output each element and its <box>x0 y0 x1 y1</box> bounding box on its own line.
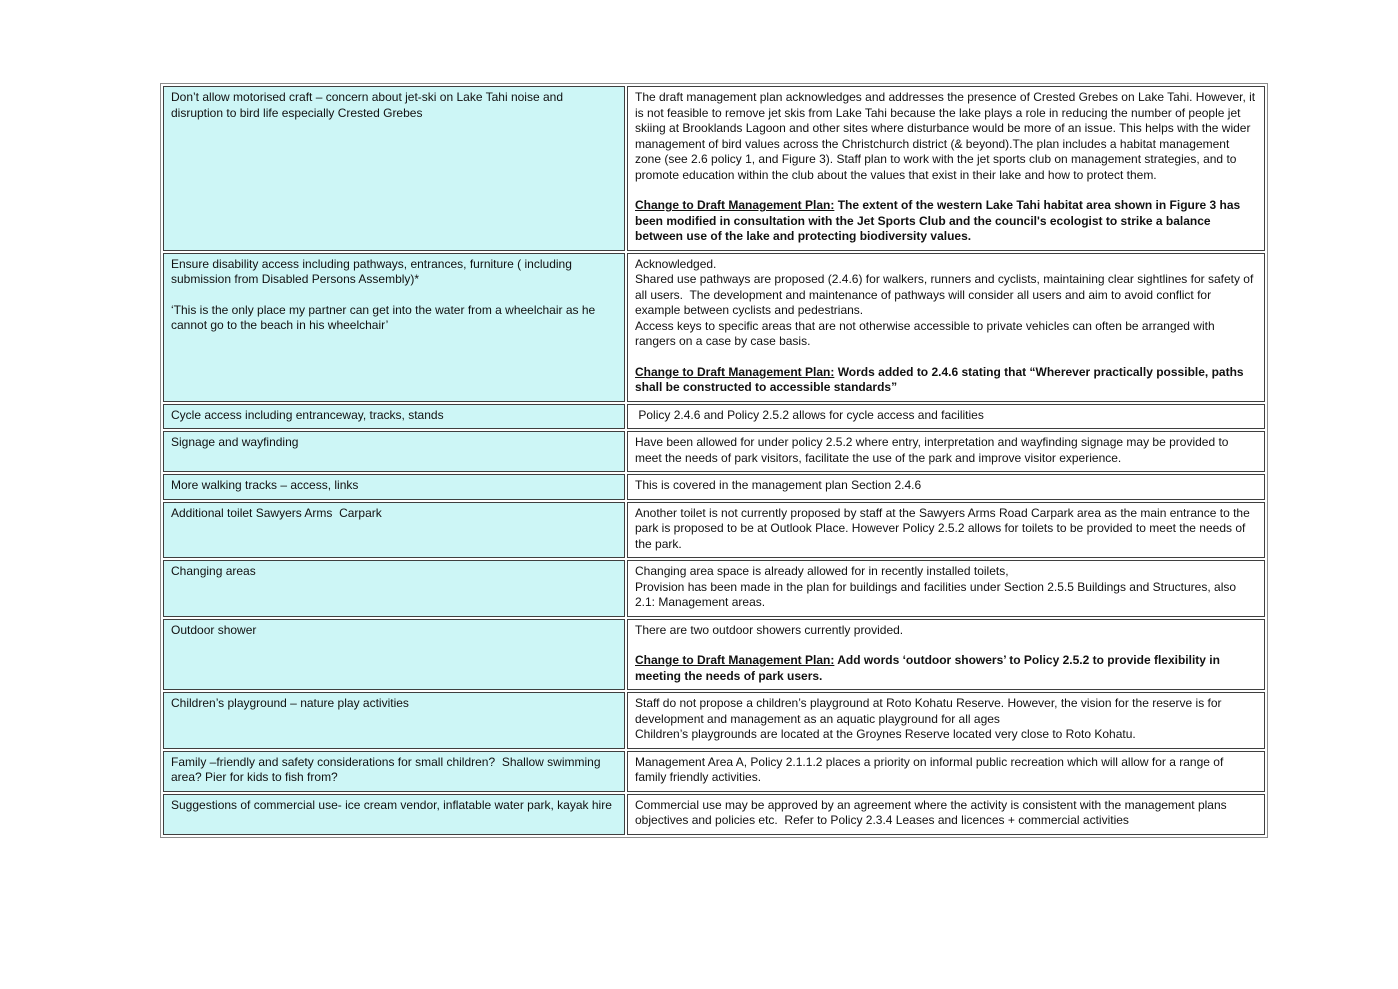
text-run: Add words ‘outdoor showers’ to Policy 2.5.2 to provide flexibility in meeting the needs of park users. <box>635 653 1224 683</box>
table-row <box>163 619 1265 691</box>
table-row <box>163 474 1265 500</box>
paragraph: Children’s playground – nature play activities <box>171 696 409 710</box>
paragraph <box>635 350 1257 365</box>
table-row <box>163 253 1265 402</box>
feedback-cell <box>163 253 625 402</box>
paragraph: Commercial use may be approved by an agreement where the activity is consistent with the management plans objectives and policies etc. Refer to Policy 2.3.4 Leases and licences + commercial activities <box>635 797 1230 827</box>
paragraph <box>635 653 1257 684</box>
table-body <box>163 86 1265 835</box>
feedback-response-table <box>160 83 1268 838</box>
change-note-heading: Change to Draft Management Plan: <box>635 198 835 212</box>
paragraph <box>635 638 1257 653</box>
feedback-cell <box>163 474 625 500</box>
feedback-cell <box>163 502 625 559</box>
paragraph <box>171 288 617 303</box>
paragraph: There are two outdoor showers currently provided. <box>635 622 904 637</box>
change-note-heading: Change to Draft Management Plan: <box>635 653 835 667</box>
feedback-cell <box>163 692 625 749</box>
response-cell <box>627 474 1265 500</box>
paragraph: Changing areas <box>171 564 256 578</box>
table-row <box>163 431 1265 472</box>
response-cell <box>627 619 1265 691</box>
response-cell <box>627 751 1265 792</box>
paragraph: Children’s playgrounds are located at the Groynes Reserve located very close to Roto Kohatu. <box>635 727 1136 741</box>
response-cell <box>627 692 1265 749</box>
response-cell <box>627 253 1265 402</box>
paragraph: More walking tracks – access, links <box>171 478 359 492</box>
feedback-cell <box>163 619 625 691</box>
paragraph <box>635 183 1257 198</box>
response-cell <box>627 86 1265 251</box>
paragraph <box>635 365 1257 396</box>
paragraph: Cycle access including entranceway, tracks, stands <box>171 407 444 422</box>
feedback-cell <box>163 560 625 617</box>
feedback-cell <box>163 431 625 472</box>
text-run: The extent of the western Lake Tahi habitat area shown in Figure 3 has been modified in consultation with the Jet Sports Club and the council's ecologist to strike a balance between use of the lake and protecting biodiversity values. <box>635 198 1244 243</box>
feedback-cell <box>163 86 625 251</box>
table-row <box>163 560 1265 617</box>
paragraph <box>635 198 1257 245</box>
feedback-cell <box>163 794 625 835</box>
feedback-cell <box>163 404 625 430</box>
paragraph: Provision has been made in the plan for buildings and facilities under Section 2.5.5 Buildings and Structures, also 2.1: Management areas. <box>635 579 1240 609</box>
table-row <box>163 86 1265 251</box>
paragraph: Family –friendly and safety considerations for small children? Shallow swimming area? Pier for kids to fish from? <box>171 754 604 784</box>
table-row <box>163 751 1265 792</box>
paragraph: Suggestions of commercial use- ice cream vendor, inflatable water park, kayak hire <box>171 797 612 812</box>
paragraph: Access keys to specific areas that are not otherwise accessible to private vehicles can often be arranged with rangers on a case by case basis. <box>635 318 1218 348</box>
feedback-cell <box>163 751 625 792</box>
response-cell <box>627 404 1265 430</box>
table-row <box>163 502 1265 559</box>
change-note-heading: Change to Draft Management Plan: <box>635 364 835 379</box>
paragraph: Another toilet is not currently proposed by staff at the Sawyers Arms Road Carpark area as the main entrance to the park is proposed to be at Outlook Place. However Policy 2.5.2 allows for toilets to be provided to meet the needs of the park. <box>635 505 1254 551</box>
paragraph: Acknowledged. <box>635 256 717 271</box>
response-cell <box>627 502 1265 559</box>
table-row <box>163 692 1265 749</box>
table-row <box>163 794 1265 835</box>
paragraph: Policy 2.4.6 and Policy 2.5.2 allows for cycle access and facilities <box>635 407 984 422</box>
paragraph: Outdoor shower <box>171 622 257 637</box>
paragraph: Signage and wayfinding <box>171 435 299 449</box>
paragraph: Management Area A, Policy 2.1.1.2 places a priority on informal public recreation which will allow for a range of family friendly activities. <box>635 754 1227 784</box>
paragraph: Changing area space is already allowed for in recently installed toilets, <box>635 564 1009 578</box>
paragraph: The draft management plan acknowledges and addresses the presence of Crested Grebes on Lake Tahi. However, it is not feasible to remove jet skis from Lake Tahi because the lake plays a role in reducing the number of people jet skiing at Brooklands Lagoon and other sites where disturbance would be more of an issue. This helps with the wider management of bird values across the Christchurch district (& beyond).The plan includes a habitat management zone (see 2.6 policy 1, and Figure 3). Staff plan to work with the jet sports club on management strategies, and to promote education within the club about the values that exist in their lake and how to protect them. <box>635 90 1259 182</box>
response-cell <box>627 794 1265 835</box>
paragraph: This is covered in the management plan Section 2.4.6 <box>635 478 922 492</box>
text-run: Words added to 2.4.6 stating that “Wherever practically possible, paths shall be constructed to accessible standards” <box>635 364 1247 394</box>
paragraph: Staff do not propose a children’s playground at Roto Kohatu Reserve. However, the vision for the reserve is for development and management as an aquatic playground for all ages <box>635 696 1225 726</box>
paragraph: Shared use pathways are proposed (2.4.6) for walkers, runners and cyclists, maintaining clear sightlines for safety of all users. The development and maintenance of pathways will consider all users and aim to avoid conflict for example between cyclists and pedestrians. <box>635 272 1257 317</box>
paragraph: ‘This is the only place my partner can get into the water from a wheelchair as he cannot go to the beach in his wheelchair’ <box>171 302 599 332</box>
response-cell <box>627 431 1265 472</box>
response-cell <box>627 560 1265 617</box>
paragraph: Ensure disability access including pathways, entrances, furniture ( including submission from Disabled Persons Assembly)* <box>171 256 576 286</box>
table-row <box>163 404 1265 430</box>
paragraph: Don’t allow motorised craft – concern about jet-ski on Lake Tahi noise and disruption to bird life especially Crested Grebes <box>171 90 567 120</box>
paragraph: Have been allowed for under policy 2.5.2 where entry, interpretation and wayfinding signage may be provided to meet the needs of park visitors, facilitate the use of the park and improve visitor experience. <box>635 435 1232 465</box>
paragraph: Additional toilet Sawyers Arms Carpark <box>171 505 382 520</box>
